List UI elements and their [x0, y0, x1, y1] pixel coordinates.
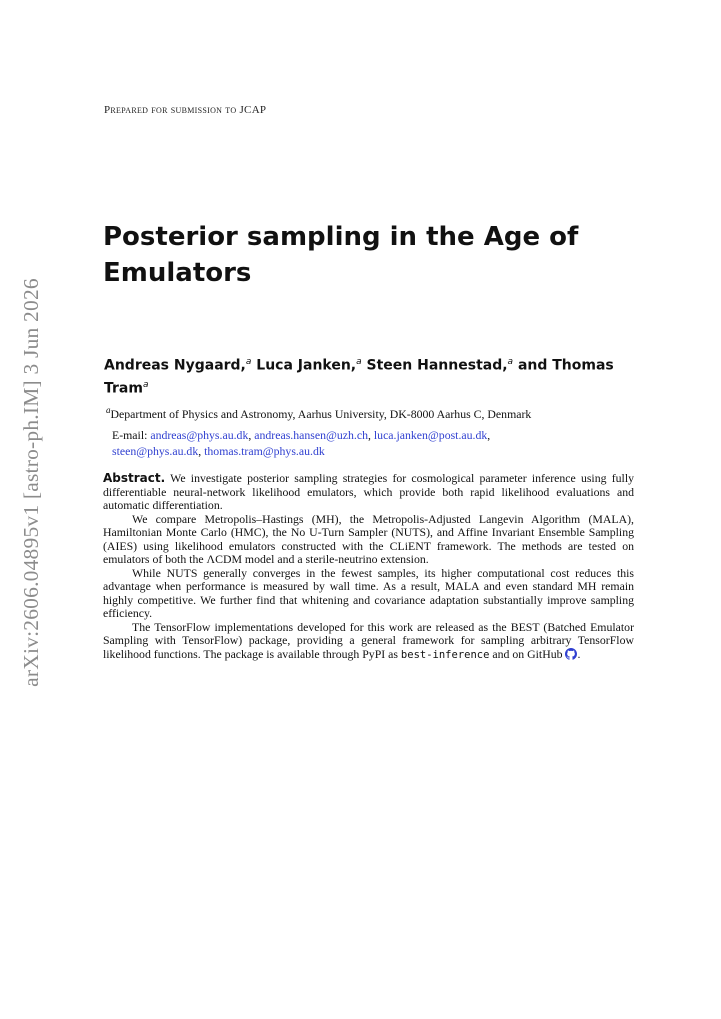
submission-note: Prepared for submission to JCAP	[104, 104, 267, 116]
abstract-paragraph: We compare Metropolis–Hastings (MH), the Metropolis-Adjusted Langevin Algorithm (MALA), Hamiltonian Monte Carlo (HMC), the No U-Turn Sampler (NUTS), and Affine Invariant Ensemble Sampling (AIES) using likelihood emulators constructed with the CLiENT framework. The methods are tested on emulators of both the ΛCDM model and a sterile-neutrino extension.	[103, 511, 634, 566]
affiliation	[106, 405, 646, 422]
affiliation-mark: a	[245, 357, 252, 367]
abstract-text: The TensorFlow implementations developed for this work are released as the BEST (Batched Emulator Sampling with TensorFlow) package, providing a general framework for sampling arbitrary TensorFlow likelihood functions. The package is available through PyPI as	[103, 619, 634, 661]
author-name: Steen Hannestad,	[366, 357, 508, 374]
author-name: Luca Janken,	[256, 357, 357, 374]
separator: ,	[248, 428, 255, 442]
affiliation-mark: a	[507, 357, 514, 367]
abstract-paragraph: While NUTS generally converges in the fewest samples, its higher computational cost reduces this advantage when performance is measured by wall time. As a result, MALA and even standard MH remain highly competitive. We further find that whitening and covariance adaptation substantially improve sampling efficiency.	[103, 565, 634, 620]
paper-title	[103, 219, 623, 291]
affiliation-mark: a	[142, 379, 149, 390]
abstract-text: and on GitHub	[489, 646, 566, 661]
author-list	[104, 353, 644, 398]
abstract-label: Abstract.	[103, 471, 166, 485]
abstract-paragraph	[103, 472, 634, 513]
email-list	[112, 427, 632, 459]
arxiv-id-text: arXiv:2606.04895v1 [astro-ph.IM] 3 Jun 2026	[18, 278, 43, 687]
email-label: E-mail:	[112, 428, 151, 442]
title-line-2: Emulators	[103, 258, 252, 288]
abstract	[103, 472, 634, 662]
email-link[interactable]: andreas.hansen@uzh.ch	[254, 428, 368, 442]
abstract-text: .	[577, 646, 581, 661]
email-link[interactable]: thomas.tram@phys.au.dk	[204, 444, 325, 458]
separator: ,	[487, 428, 491, 442]
abstract-text: We investigate posterior sampling strategies for cosmological parameter inference using fully differentiable neural-network likelihood emulators, which provide both rapid likelihood evaluations and automatic differentiation.	[103, 471, 634, 512]
abstract-paragraph	[103, 621, 634, 663]
affiliation-text: Department of Physics and Astronomy, Aarhus University, DK-8000 Aarhus C, Denmark	[110, 406, 532, 421]
package-name: best-inference	[400, 648, 490, 661]
separator: ,	[367, 428, 374, 442]
author-name: Andreas Nygaard,	[104, 357, 246, 374]
affiliation-mark: a	[356, 357, 362, 367]
email-link[interactable]: andreas@phys.au.dk	[150, 428, 249, 442]
arxiv-identifier-stamp	[10, 275, 52, 690]
github-icon[interactable]	[565, 647, 577, 661]
separator: ,	[198, 444, 205, 458]
email-link[interactable]: luca.janken@post.au.dk	[373, 428, 488, 442]
author-name: and Thomas Tram	[104, 357, 614, 397]
title-line-1: Posterior sampling in the Age of	[103, 222, 579, 252]
affiliation-mark: a	[106, 405, 111, 415]
email-link[interactable]: steen@phys.au.dk	[112, 444, 199, 458]
